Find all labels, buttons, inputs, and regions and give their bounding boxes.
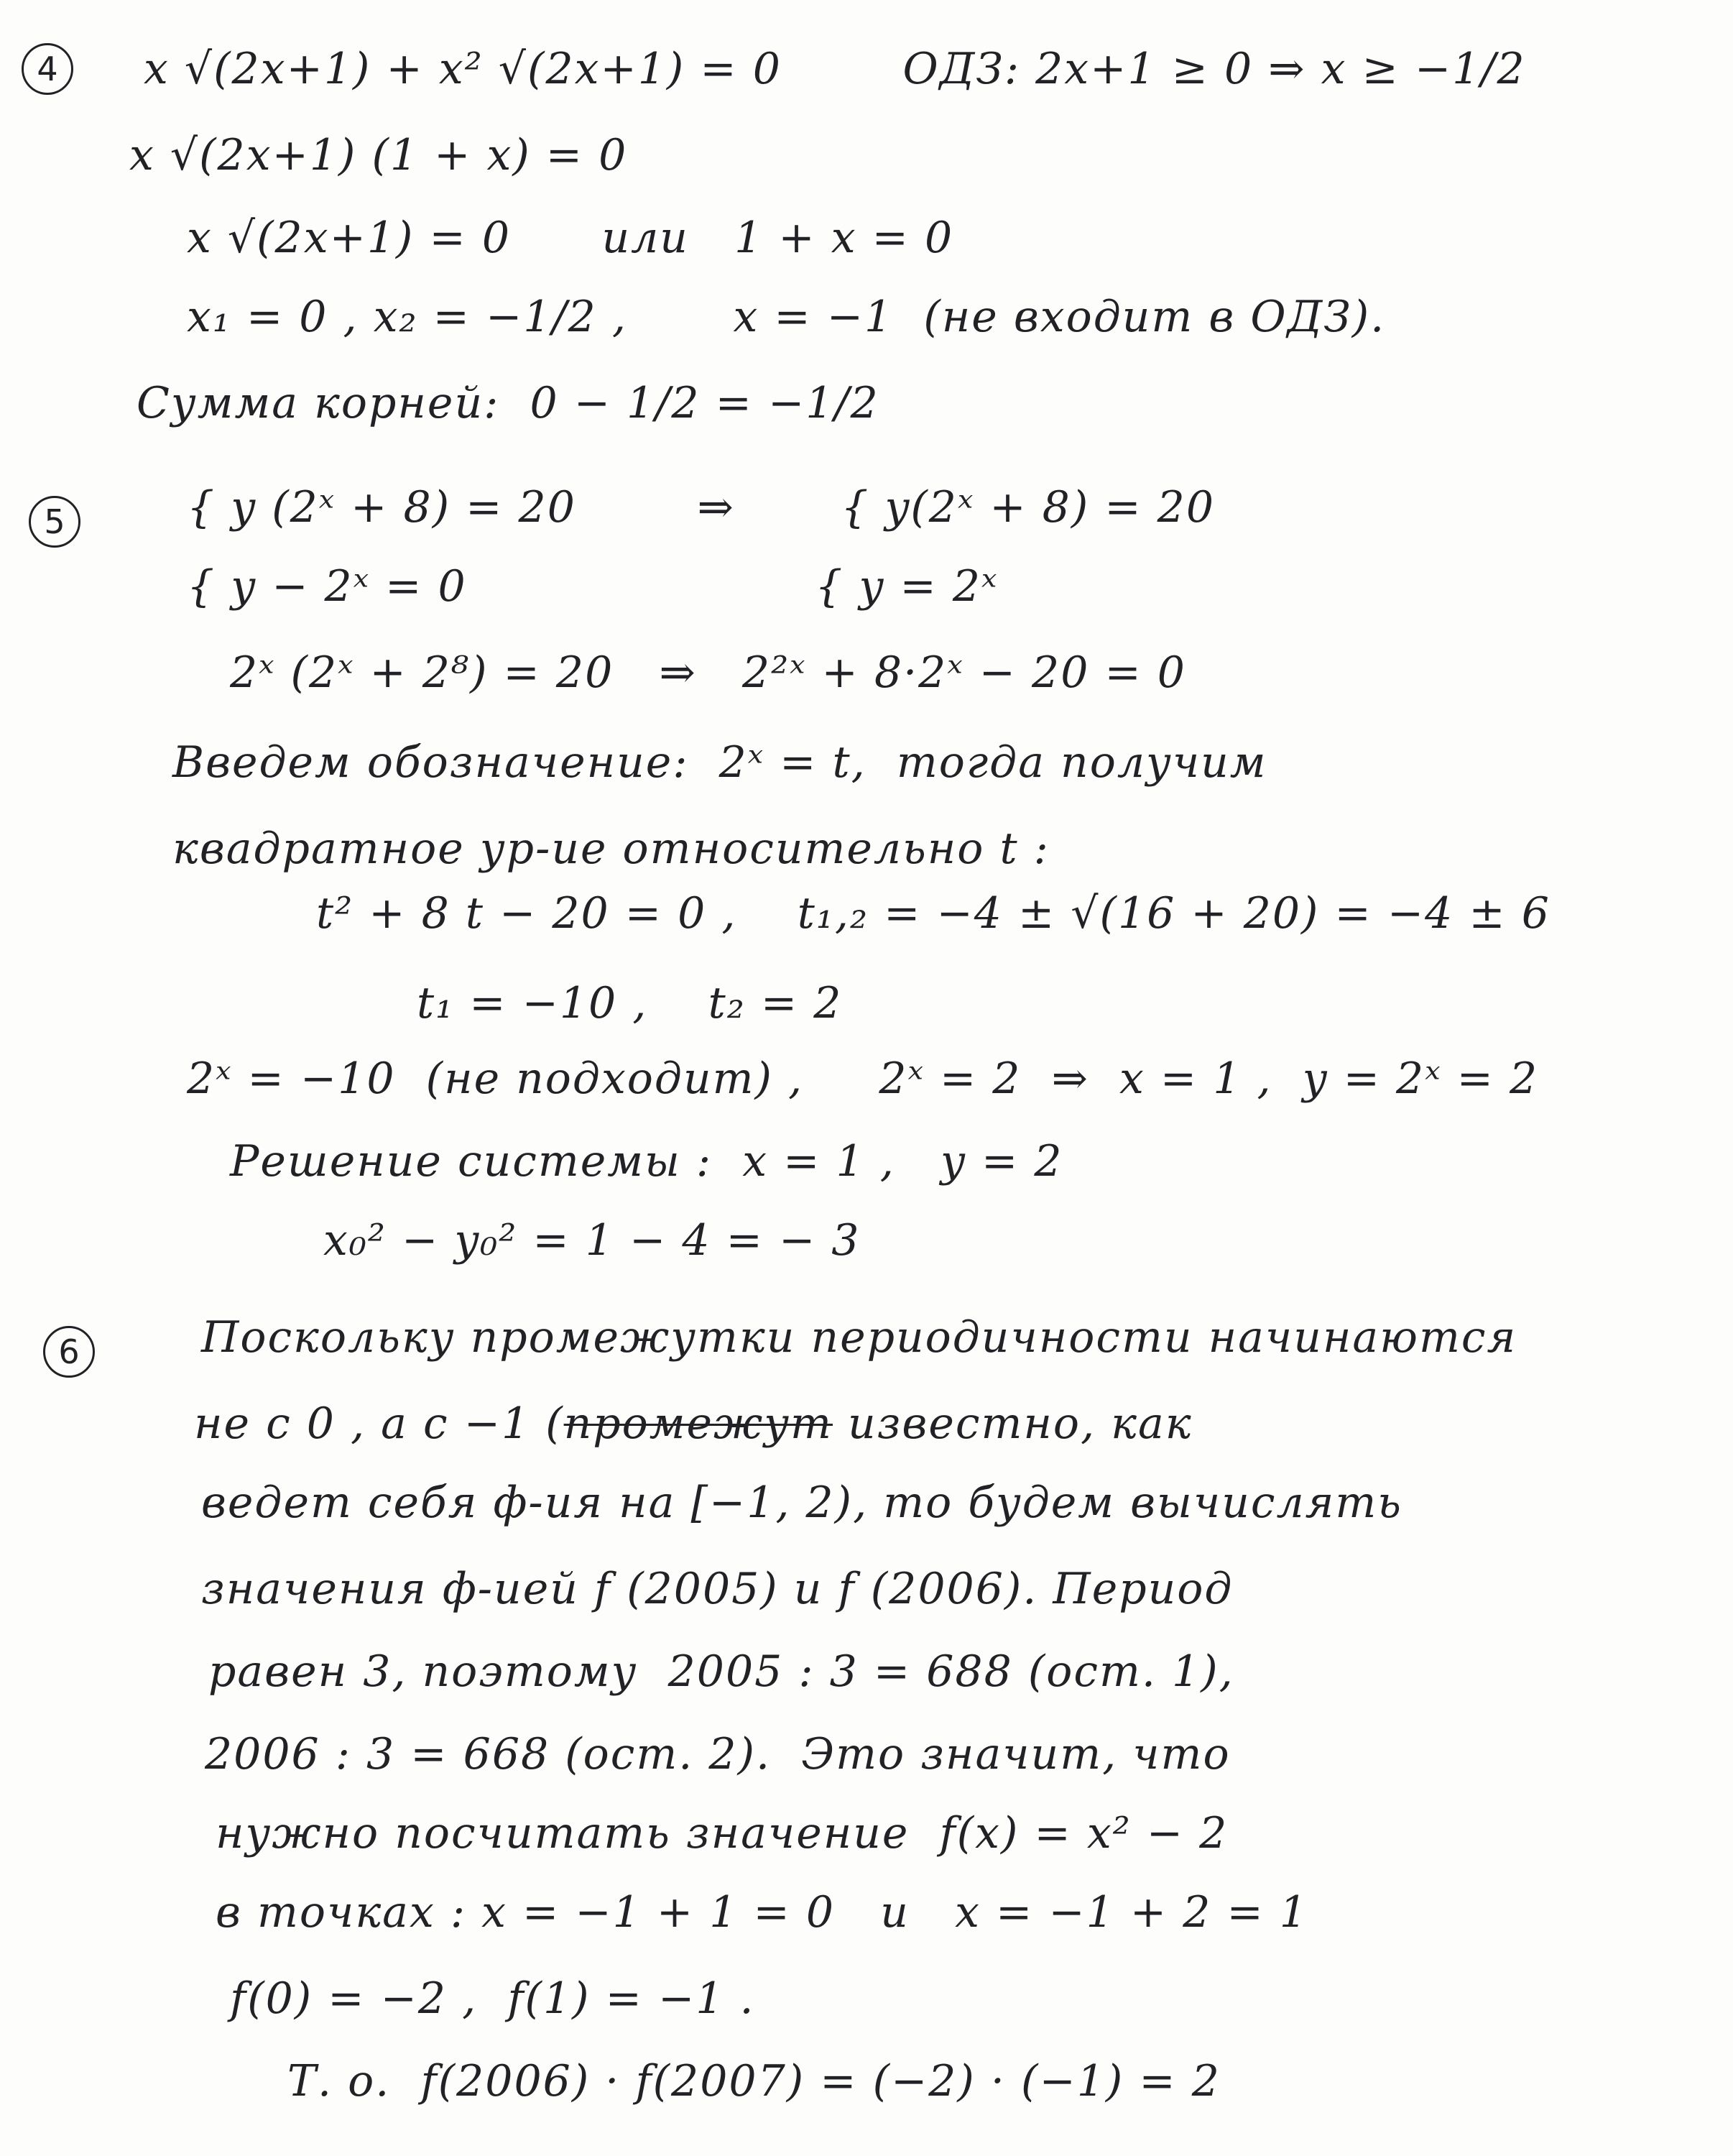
problem-6-line-2 <box>194 1398 1193 1450</box>
problem-6-line-6: 2006 : 3 = 668 (ост. 2). Это значит, что <box>205 1729 1231 1779</box>
problem-6-line-3: ведет себя ф-ия на [−1, 2), то будем вычислять <box>201 1478 1402 1528</box>
problem-6-number: 6 <box>43 1326 95 1378</box>
problem-5-line-3: 2ˣ (2ˣ + 2⁸) = 20 ⇒ 2²ˣ + 8·2ˣ − 20 = 0 <box>230 648 1186 698</box>
problem-6-line-9: f(0) = −2 , f(1) = −1 . <box>230 1973 755 2024</box>
problem-4-line-2: x √(2x+1) (1 + x) = 0 <box>129 130 628 180</box>
problem-6-line-1: Поскольку промежутки периодичности начинаются <box>201 1312 1517 1363</box>
problem-6-line-2-tail: известно, как <box>832 1399 1193 1449</box>
problem-4-number: 4 <box>22 43 73 95</box>
problem-5-number: 5 <box>29 496 80 548</box>
problem-5-line-8: 2ˣ = −10 (не подходит) , 2ˣ = 2 ⇒ x = 1 , y = 2ˣ = 2 <box>187 1054 1539 1104</box>
problem-5-line-2: { y − 2ˣ = 0 { y = 2ˣ <box>187 561 999 612</box>
problem-5-line-10: x₀² − y₀² = 1 − 4 = − 3 <box>323 1215 861 1266</box>
problem-5-line-4: Введем обозначение: 2ˣ = t, тогда получим <box>172 737 1267 788</box>
problem-5-line-5: квадратное ур-ие относительно t : <box>172 824 1050 874</box>
problem-6-line-8: в точках : x = −1 + 1 = 0 и x = −1 + 2 = 1 <box>216 1887 1308 1938</box>
problem-5-line-7: t₁ = −10 , t₂ = 2 <box>417 978 843 1028</box>
problem-6-line-7: нужно посчитать значение f(x) = x² − 2 <box>216 1808 1229 1858</box>
problem-4-line-1: x √(2x+1) + x² √(2x+1) = 0 ОДЗ: 2x+1 ≥ 0 ⇒ x ≥ −1/2 <box>144 44 1526 94</box>
problem-6-line-4: значения ф-ией f (2005) и f (2006). Период <box>201 1564 1234 1614</box>
problem-4-line-5: Сумма корней: 0 − 1/2 = −1/2 <box>137 378 879 428</box>
problem-5-line-1: { y (2ˣ + 8) = 20 ⇒ { y(2ˣ + 8) = 20 <box>187 482 1216 533</box>
problem-4-line-3: x √(2x+1) = 0 или 1 + x = 0 <box>187 213 954 263</box>
problem-6-struck-word: промежут <box>563 1399 833 1449</box>
problem-5-line-6: t² + 8 t − 20 = 0 , t₁,₂ = −4 ± √(16 + 20) = −4 ± 6 <box>316 888 1551 939</box>
problem-5-line-9: Решение системы : x = 1 , y = 2 <box>230 1136 1063 1187</box>
problem-6-line-5: равен 3, поэтому 2005 : 3 = 688 (ост. 1), <box>208 1646 1234 1697</box>
problem-4-line-4: x₁ = 0 , x₂ = −1/2 , x = −1 (не входит в ОДЗ). <box>187 292 1386 342</box>
problem-6-line-10: Т. о. f(2006) · f(2007) = (−2) · (−1) = 2 <box>287 2056 1221 2106</box>
problem-6-line-2-start: не с 0 , а с −1 ( <box>194 1399 564 1449</box>
